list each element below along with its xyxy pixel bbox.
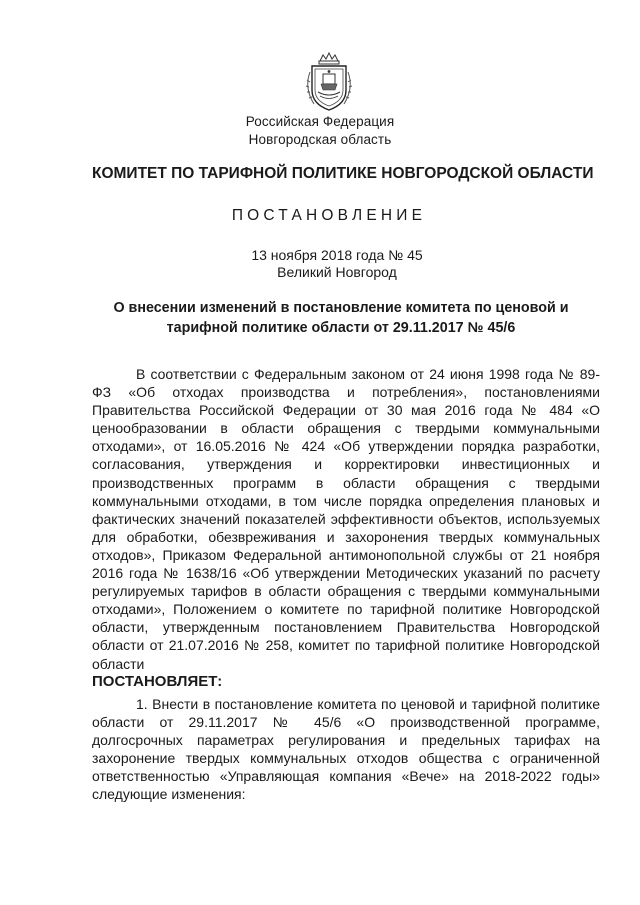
city-label: Великий Новгород xyxy=(277,264,397,280)
resolves-heading: ПОСТАНОВЛЯЕТ: xyxy=(92,672,223,690)
region-label: Новгородская область xyxy=(248,132,392,147)
item-1-paragraph: 1. Внести в постановление комитета по ценовой и тарифной политике области от 29.11.2017 № 45/6 «О производственной программе, долгосрочных параметрах регулирования и предельных тарифах на захоронение твердых коммунальных отходов общества с ограниченной ответственностью «Управляющая компания «Вече» на 2018-2022 годы» следующие изменения: xyxy=(92,695,600,803)
country-label: Российская Федерация xyxy=(245,114,395,129)
document-type: ПОСТАНОВЛЕНИЕ xyxy=(231,207,427,224)
document-body xyxy=(92,365,600,803)
preamble-paragraph: В соответствии с Федеральным законом от 24 июня 1998 года № 89-ФЗ «Об отходах производства и потребления», постановлениями Правительства Российской Федерации от 30 мая 2016 года № 484 «О ценообразовании в области обращения с твердыми коммунальными отходами», от 16.05.2016 № 424 «Об утверждении порядка разработки, согласования, утверждения и корректировки инвестиционных и производственных программ в области обращения с твердыми коммунальными отходами, в том числе порядка определения плановых и фактических значений показателей эффективности объектов, используемых для обработки, обезвреживания и захоронения твердых коммунальных отходов», Приказом Федеральной антимонопольной службы от 21 ноября 2016 года № 1638/16 «Об утверждении Методических указаний по расчету регулируемых тарифов в области обращения с твердыми коммунальными отходами», Положением о комитете по тарифной политике Новгородской области, утвержденным постановлением Правительства Новгородской области от 21.07.2016 № 258, комитет по тарифной политике Новгородской области xyxy=(92,366,600,672)
document-subject: О внесении изменений в постановление комитета по ценовой и тарифной политике области от 29.11.2017 № 45/6 xyxy=(113,300,569,336)
committee-title: КОМИТЕТ ПО ТАРИФНОЙ ПОЛИТИКЕ НОВГОРОДСКОЙ ОБЛАСТИ xyxy=(92,165,594,182)
coat-of-arms-emblem xyxy=(300,52,358,114)
date-number: 13 ноября 2018 года № 45 xyxy=(251,247,423,263)
